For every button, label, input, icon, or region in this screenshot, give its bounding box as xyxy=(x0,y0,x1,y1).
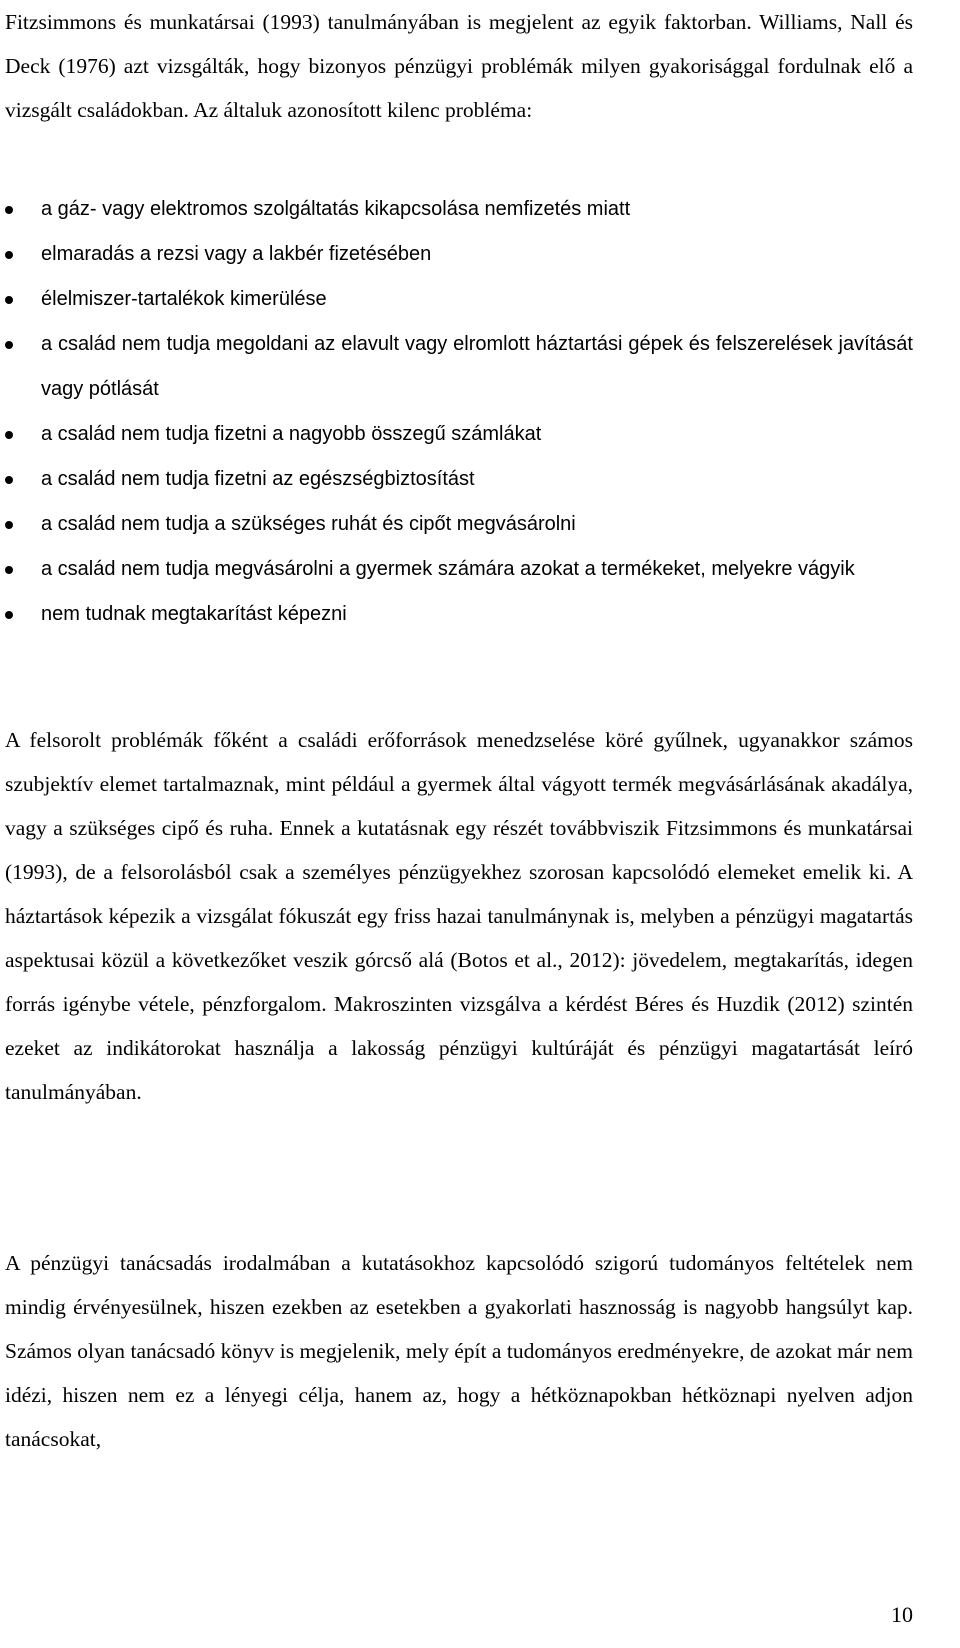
list-item xyxy=(0,592,913,637)
list-item-text: a család nem tudja a szükséges ruhát és cipőt megvásárolni xyxy=(41,513,576,535)
bullet-icon xyxy=(5,476,13,484)
list-item-text: a család nem tudja fizetni a nagyobb összegű számlákat xyxy=(41,423,542,445)
page-number: 10 xyxy=(891,1602,913,1627)
list-item-text: a gáz- vagy elektromos szolgáltatás kikapcsolása nemfizetés miatt xyxy=(41,198,631,220)
list-item-text: a család nem tudja megvásárolni a gyermek számára azokat a termékeket, melyekre vágyik xyxy=(41,558,855,580)
list-item-text: elmaradás a rezsi vagy a lakbér fizetésében xyxy=(41,243,432,265)
bullet-icon xyxy=(5,611,13,619)
bullet-icon xyxy=(5,206,13,214)
bullet-icon xyxy=(5,566,13,574)
list-item xyxy=(0,322,913,412)
third-paragraph: A pénzügyi tanácsadás irodalmában a kutatásokhoz kapcsolódó szigorú tudományos feltételek nem mindig érvényesülnek, hiszen ezekben az esetekben a gyakorlati hasznosság is nagyobb hangsúlyt kap. Számos olyan tanácsadó könyv is megjelenik, mely épít a tudományos eredményekre, de azokat már nem idézi, hiszen nem ez a lényegi célja, hanem az, hogy a hétköznapokban hétköznapi nyelven adjon tanácsokat, xyxy=(5,1251,913,1451)
list-item xyxy=(0,457,913,502)
list-item xyxy=(0,232,913,277)
bullet-icon xyxy=(5,521,13,529)
problem-list xyxy=(0,187,913,637)
bullet-icon xyxy=(5,341,13,349)
list-item-text: élelmiszer-tartalékok kimerülése xyxy=(41,288,327,310)
second-paragraph: A felsorolt problémák főként a családi erőforrások menedzselése köré gyűlnek, ugyanakkor számos szubjektív elemet tartalmaznak, mint például a gyermek által vágyott termék megvásárlásának akadálya, vagy a szükséges cipő és ruha. Ennek a kutatásnak egy részét továbbviszik Fitzsimmons és munkatársai (1993), de a felsorolásból csak a személyes pénzügyekhez szorosan kapcsolódó elemeket emelik ki. A háztartások képezik a vizsgálat fókuszát egy friss hazai tanulmánynak is, melyben a pénzügyi magatartás aspektusai közül a következőket veszik górcső alá (Botos et al., 2012): jövedelem, megtakarítás, idegen forrás igénybe vétele, pénzforgalom. Makroszinten vizsgálva a kérdést Béres és Huzdik (2012) szintén ezeket az indikátorokat használja a lakosság pénzügyi kultúráját és pénzügyi magatartását leíró tanulmányában. xyxy=(5,728,913,1104)
bullet-icon xyxy=(5,431,13,439)
list-item xyxy=(0,547,913,592)
list-item xyxy=(0,187,913,232)
list-item-text: a család nem tudja fizetni az egészségbiztosítást xyxy=(41,468,475,490)
intro-paragraph: Fitzsimmons és munkatársai (1993) tanulmányában is megjelent az egyik faktorban. Williams, Nall és Deck (1976) azt vizsgálták, hogy bizonyos pénzügyi problémák milyen gyakorisággal fordulnak elő a vizsgált családokban. Az általuk azonosított kilenc probléma: xyxy=(5,10,913,122)
list-item xyxy=(0,277,913,322)
bullet-icon xyxy=(5,296,13,304)
list-item xyxy=(0,502,913,547)
list-item-text: a család nem tudja megoldani az elavult vagy elromlott háztartási gépek és felszerelések javítását vagy pótlását xyxy=(41,333,913,400)
bullet-icon xyxy=(5,251,13,259)
list-item-text: nem tudnak megtakarítást képezni xyxy=(41,603,347,625)
list-item xyxy=(0,412,913,457)
